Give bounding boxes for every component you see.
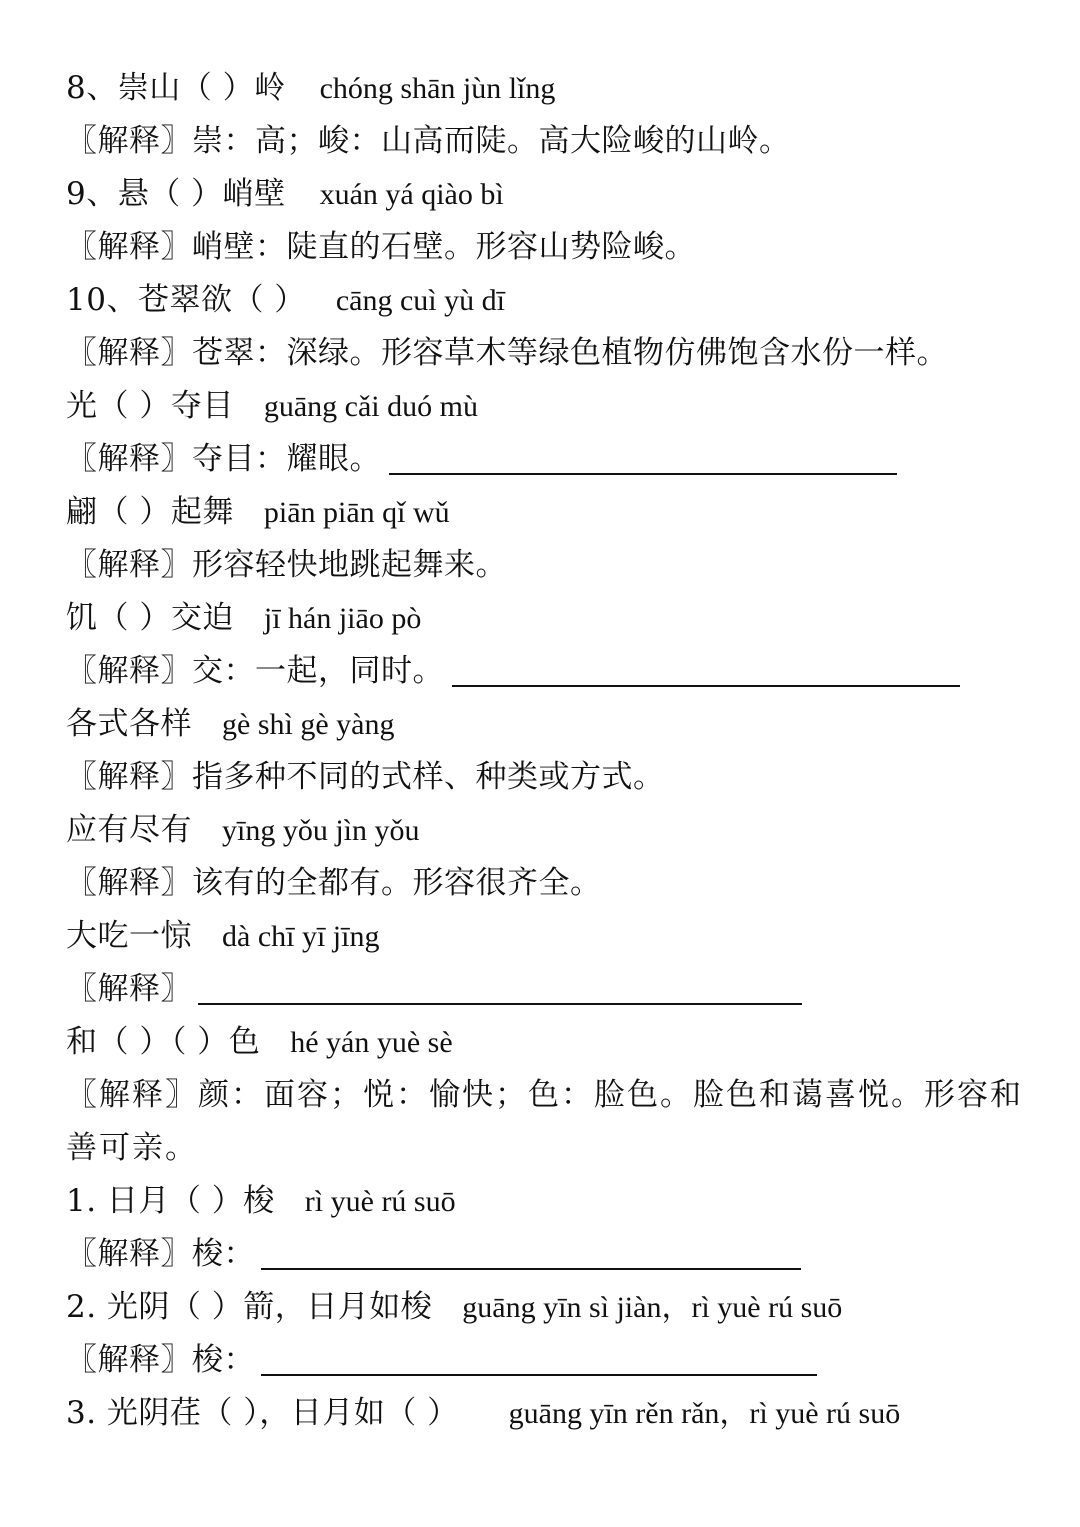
explanation-text: 〖解释〗该有的全都有。形容很齐全。 xyxy=(66,865,602,901)
entry-heyan-explanation xyxy=(66,1069,1026,1175)
pinyin-text: piān piān qǐ wǔ xyxy=(263,496,450,529)
explanation-text: 〖解释〗 xyxy=(66,971,192,1007)
entry-guangcai-term-line xyxy=(66,380,1026,433)
entry-pianpian-term-line xyxy=(66,486,1026,539)
pinyin-text: rì yuè rú suō xyxy=(304,1185,456,1218)
entry-jihan-term-line xyxy=(66,592,1026,645)
term-text: 和（ ）（ ）色 xyxy=(66,1024,261,1060)
term-text: 翩（ ）起舞 xyxy=(66,494,234,530)
answer-blank[interactable] xyxy=(389,437,897,475)
explanation-text: 〖解释〗颜：面容；悦：愉快；色：脸色。脸色和蔼喜悦。形容和善可亲。 xyxy=(66,1077,1023,1166)
entry-10-explanation xyxy=(66,327,1026,380)
entry-1-term-line xyxy=(66,1175,1026,1228)
pinyin-text: chóng shān jùn lǐng xyxy=(319,72,556,105)
entry-8-explanation xyxy=(66,115,1026,168)
term-text: 大吃一惊 xyxy=(66,918,192,954)
answer-blank[interactable] xyxy=(261,1338,817,1376)
entry-9-explanation xyxy=(66,221,1026,274)
explanation-text: 〖解释〗崇：高；峻：山高而陡。高大险峻的山岭。 xyxy=(66,123,791,159)
entry-9-term-line xyxy=(66,168,1026,221)
answer-blank[interactable] xyxy=(452,649,960,687)
entry-3-term-line xyxy=(66,1387,1026,1440)
term-text: 饥（ ）交迫 xyxy=(66,600,234,636)
pinyin-text: dà chī yī jīng xyxy=(222,920,380,953)
explanation-text: 〖解释〗形容轻快地跳起舞来。 xyxy=(66,547,507,583)
entry-pianpian-explanation xyxy=(66,539,1026,592)
explanation-text: 〖解释〗指多种不同的式样、种类或方式。 xyxy=(66,759,665,795)
entry-dachi-explanation xyxy=(66,963,1026,1016)
pinyin-text: guāng yīn rěn rǎn，rì yuè rú suō xyxy=(508,1397,901,1430)
answer-blank[interactable] xyxy=(198,967,802,1005)
explanation-text: 〖解释〗梭： xyxy=(66,1236,255,1272)
pinyin-text: yīng yǒu jìn yǒu xyxy=(222,814,420,847)
entry-geshi-explanation xyxy=(66,751,1026,804)
entry-2-explanation xyxy=(66,1334,1026,1387)
term-text: 8、崇山（ ）岭 xyxy=(66,70,286,106)
entry-guangcai-explanation xyxy=(66,433,1026,486)
pinyin-text: xuán yá qiào bì xyxy=(319,178,504,211)
entry-yingyou-term-line xyxy=(66,804,1026,857)
term-text: 应有尽有 xyxy=(66,812,192,848)
entry-jihan-explanation xyxy=(66,645,1026,698)
entry-dachi-term-line xyxy=(66,910,1026,963)
term-text: 9、悬（ ）峭壁 xyxy=(66,176,286,212)
pinyin-text: gè shì gè yàng xyxy=(222,708,395,741)
term-text: 10、苍翠欲（ ） xyxy=(66,282,306,318)
document-page xyxy=(66,62,1026,1440)
term-text: 3. 光阴荏（ ），日月如（ ） xyxy=(66,1395,459,1431)
term-text: 各式各样 xyxy=(66,706,192,742)
pinyin-text: cāng cuì yù dī xyxy=(335,284,505,317)
explanation-text: 〖解释〗梭： xyxy=(66,1342,255,1378)
pinyin-text: guāng yīn sì jiàn，rì yuè rú suō xyxy=(462,1291,843,1324)
explanation-text: 〖解释〗苍翠：深绿。形容草木等绿色植物仿佛饱含水份一样。 xyxy=(66,335,948,371)
answer-blank[interactable] xyxy=(261,1232,801,1270)
entry-heyan-term-line xyxy=(66,1016,1026,1069)
term-text: 2. 光阴（ ）箭，日月如梭 xyxy=(66,1289,433,1325)
term-text: 光（ ）夺目 xyxy=(66,388,234,424)
entry-2-term-line xyxy=(66,1281,1026,1334)
explanation-text: 〖解释〗交：一起，同时。 xyxy=(66,653,444,689)
explanation-text: 〖解释〗夺目：耀眼。 xyxy=(66,441,381,477)
pinyin-text: jī hán jiāo pò xyxy=(263,602,422,635)
entry-10-term-line xyxy=(66,274,1026,327)
entry-1-explanation xyxy=(66,1228,1026,1281)
entry-geshi-term-line xyxy=(66,698,1026,751)
pinyin-text: guāng cǎi duó mù xyxy=(263,390,478,423)
explanation-text: 〖解释〗峭壁：陡直的石壁。形容山势险峻。 xyxy=(66,229,696,265)
entry-yingyou-explanation xyxy=(66,857,1026,910)
term-text: 1. 日月（ ）梭 xyxy=(66,1183,275,1219)
pinyin-text: hé yán yuè sè xyxy=(290,1026,453,1059)
entry-8-term-line xyxy=(66,62,1026,115)
